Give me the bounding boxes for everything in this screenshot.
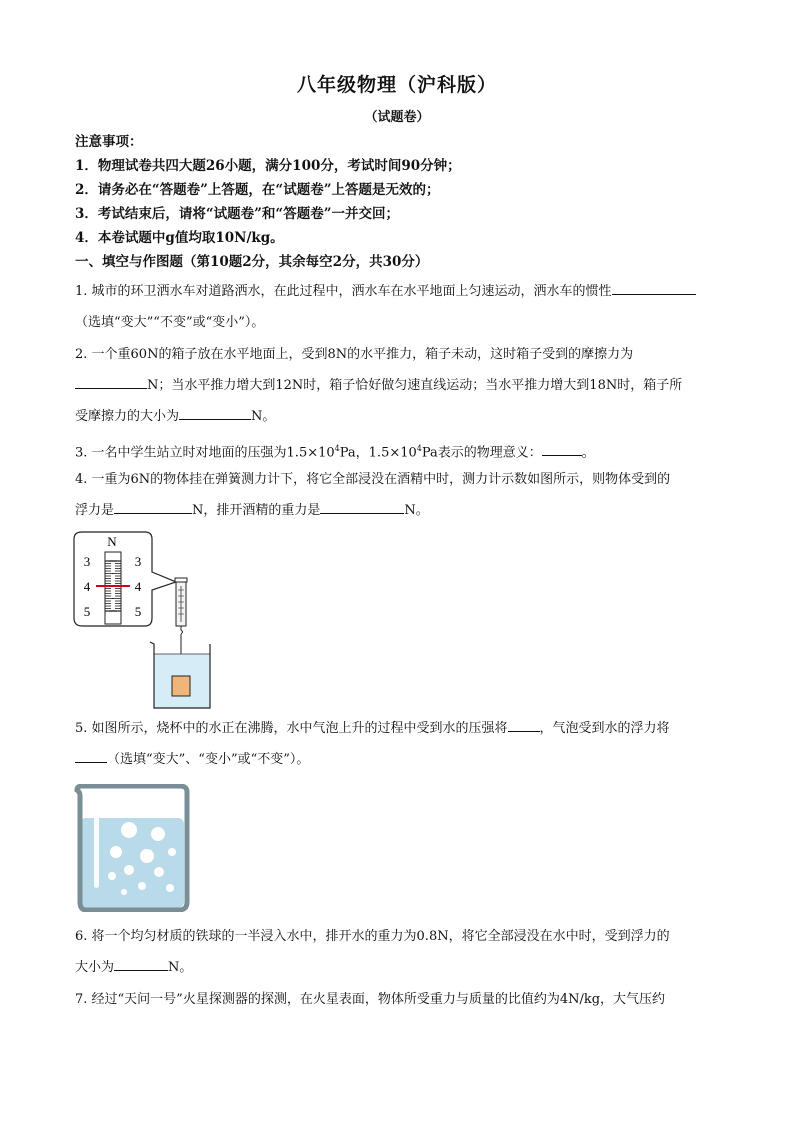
q4-text-b: 浮力是 <box>75 503 115 518</box>
block <box>172 676 190 696</box>
tick-label-right: 3 <box>134 554 142 569</box>
question-2 <box>75 339 725 432</box>
q6-text-c: N。 <box>168 960 193 975</box>
notes-item: 3．考试结束后，请将“试题卷”和“答题卷”一并交回； <box>75 206 399 222</box>
q3-text-d: 。 <box>581 445 595 461</box>
answer-blank[interactable] <box>179 405 251 420</box>
q3-text-a: 3. 一名中学生站立时对地面的压强为1.5×10 <box>75 445 335 461</box>
q6-text-a: 6. 将一个均匀材质的铁球的一半浸入水中，排开水的重力为0.8N，将它全部浸没在水中时，受到浮力的 <box>75 929 670 944</box>
notes-item: 2．请务必在“答题卷”上答题，在“试题卷”上答题是无效的； <box>75 182 440 198</box>
notes-item: 1．物理试卷共四大题26小题，满分100分，考试时间90分钟； <box>75 158 461 174</box>
notes-heading: 注意事项： <box>75 134 143 150</box>
q7-text-a: 7. 经过“天问一号”火星探测器的探测，在火星表面，物体所受重力与质量的比值约为4N/kg，大气压约 <box>75 992 666 1007</box>
tick-label-left: 5 <box>83 604 91 619</box>
q5-text-c: （选填“变大”、“变小”或“不变”）。 <box>107 752 310 767</box>
q1-text-a: 1. 城市的环卫洒水车对道路洒水，在此过程中，洒水车在水平地面上匀速运动，洒水车的惯性 <box>75 284 612 299</box>
q5-text-b: ，气泡受到水的浮力将 <box>539 721 670 736</box>
answer-blank[interactable] <box>114 956 168 971</box>
q4-text-a: 4. 一重为6N的物体挂在弹簧测力计下，将它全部浸没在酒精中时，测力计示数如图所示，则物体受到的 <box>75 472 671 487</box>
question-6 <box>75 921 725 983</box>
tick-label-right: 4 <box>134 579 142 594</box>
q2-text-a: 2. 一个重60N的箱子放在水平地面上，受到8N的水平推力，箱子未动，这时箱子受到的摩擦力为 <box>75 347 634 362</box>
q1-text-b: （选填“变大”“不变”或“变小”）。 <box>75 315 265 330</box>
page-title: 八年级物理（沪科版） <box>296 74 497 96</box>
page-subtitle: （试题卷） <box>364 110 430 125</box>
question-7 <box>75 984 725 1015</box>
q3-exp2: 4 <box>416 444 422 453</box>
q2-text-c: 受摩擦力的大小为 <box>75 409 180 424</box>
boiling-beaker-figure <box>74 784 194 912</box>
notes-block <box>75 130 735 274</box>
scale-unit-label: N <box>107 534 117 549</box>
question-4 <box>75 464 725 526</box>
answer-blank[interactable] <box>114 499 192 514</box>
answer-blank[interactable] <box>542 441 582 456</box>
q4-text-c: N，排开酒精的重力是 <box>192 503 321 518</box>
q3-exp1: 4 <box>334 444 340 453</box>
scale-hook-top <box>175 578 187 582</box>
question-1 <box>75 276 725 338</box>
glass-highlight <box>94 796 99 888</box>
q2-text-b: N；当水平推力增大到12N时，箱子恰好做匀速直线运动；当水平推力增大到18N时，箱子所 <box>147 378 683 393</box>
q5-text-a: 5. 如图所示，烧杯中的水正在沸腾，水中气泡上升的过程中受到水的压强将 <box>75 721 508 736</box>
tick-label-right: 5 <box>134 604 142 619</box>
answer-blank[interactable] <box>508 717 540 732</box>
answer-blank[interactable] <box>612 280 696 295</box>
tick-label-left: 4 <box>83 579 91 594</box>
answer-blank[interactable] <box>75 374 147 389</box>
scale-hook <box>181 626 183 634</box>
notes-item: 4．本卷试题中g值均取10N/kg。 <box>75 230 284 246</box>
q2-text-d: N。 <box>251 409 276 424</box>
question-5 <box>75 713 725 775</box>
scale-body <box>105 552 121 624</box>
answer-blank[interactable] <box>75 748 107 763</box>
q3-text-c: Pa表示的物理意义： <box>421 445 542 461</box>
q4-text-d: N。 <box>404 503 429 518</box>
q6-text-b: 大小为 <box>75 960 115 975</box>
section-heading: 一、填空与作图题（第10题2分，其余每空2分，共30分） <box>75 254 429 270</box>
answer-blank[interactable] <box>320 499 404 514</box>
tick-label-left: 3 <box>83 554 91 569</box>
q3-text-b: Pa，1.5×10 <box>339 445 417 461</box>
spring-scale-figure <box>72 530 232 710</box>
